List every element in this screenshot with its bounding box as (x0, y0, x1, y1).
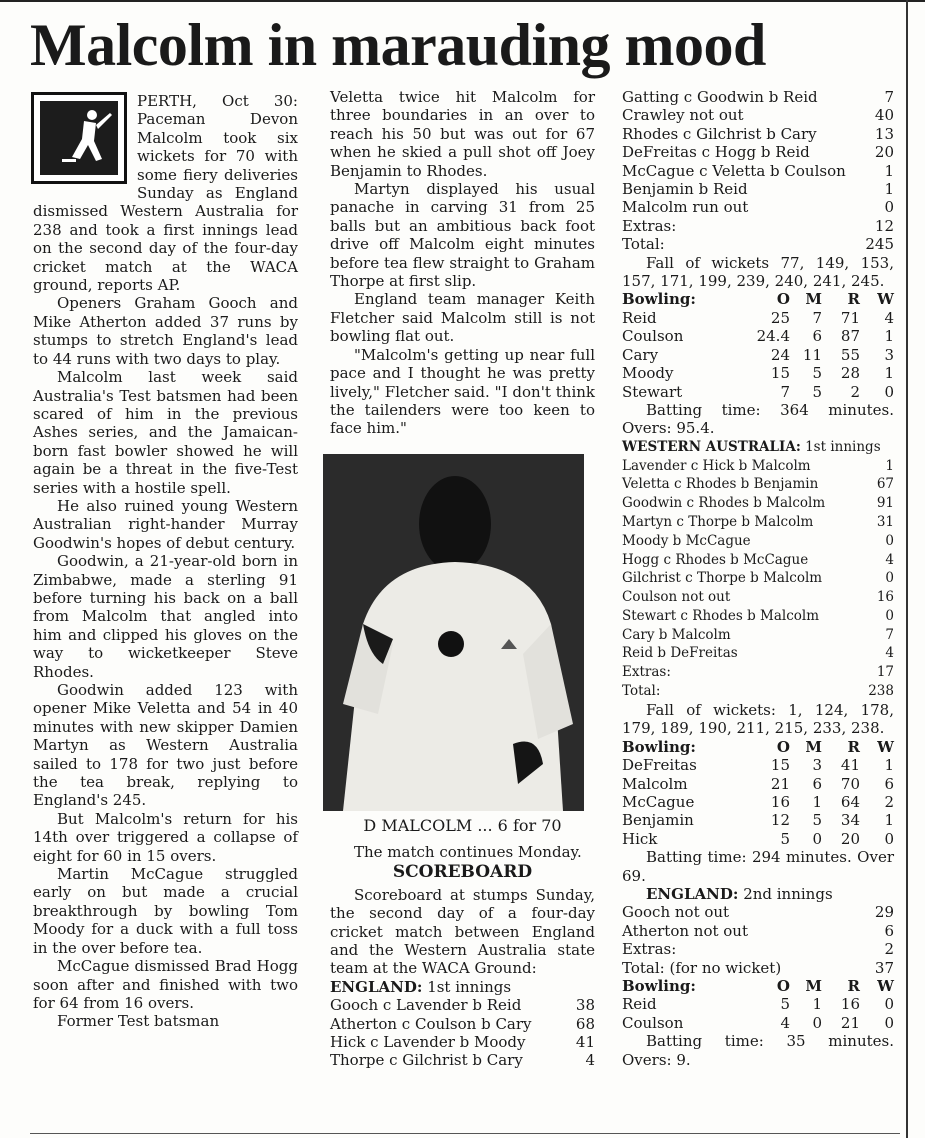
england-1st-batting-runs: 13 (874, 124, 894, 143)
wa-1st-batting-batsman: Lavender c Hick b Malcolm (622, 457, 811, 474)
england-1st-batting-batsman: McCague c Veletta b Coulson (622, 161, 846, 180)
england-1st-batting-row (330, 1015, 595, 1033)
england-bowling-row (622, 811, 894, 829)
wa-2nd-bowling-cell: 0 (812, 1013, 822, 1032)
wa-2nd-bowling-cell: Coulson (622, 1013, 684, 1032)
england-1st-batting-batsman: Hick c Lavender b Moody (330, 1033, 526, 1052)
wa-bowling-cell: 87 (840, 327, 860, 346)
wa-1st-batting-batsman: Martyn c Thorpe b Malcolm (622, 513, 814, 530)
wa-fall-of-wickets: Fall of wickets: 1, 124, 178, 179, 189, 190, 211, 215, 233, 238. (622, 700, 894, 738)
wa-1st-batting-batsman: Hogg c Rhodes b McCague (622, 551, 809, 568)
wa-1st-batting-batsman: Gilchrist c Thorpe b Malcolm (622, 570, 823, 587)
wa-2nd-bowling-row (622, 1014, 894, 1032)
wa-bowling-cell: Moody (622, 364, 674, 383)
england-1st-batting-runs: 0 (884, 198, 894, 217)
england-bowling-cell: 64 (840, 792, 860, 811)
wa-2nd-bowling-cell: 16 (840, 995, 860, 1014)
wa-bowling-row (622, 364, 894, 382)
wa-1st-batting-batsman: Moody b McCague (622, 532, 751, 549)
wa-bowling-cell: 2 (850, 382, 860, 401)
wa-1st-batting-row (622, 607, 894, 626)
wa-1st-batting-row (622, 475, 894, 494)
wa-1st-batting-batsman: Reid b DeFreitas (622, 645, 738, 662)
england-bowling-cell: 2 (884, 792, 894, 811)
wa-bowling-cell: 11 (802, 345, 822, 364)
wa-1st-batting-row (622, 588, 894, 607)
england-2nd-batting-time: Batting time: 35 minutes. Overs: 9. (622, 1032, 894, 1069)
england-2nd-batting-row (622, 959, 894, 977)
england-2nd-innings-heading: ENGLAND: 2nd innings (646, 884, 833, 903)
england-1st-batting-row (622, 125, 894, 143)
england-1st-batting-row (330, 1033, 595, 1051)
wa-1st-batting-runs: 4 (885, 645, 894, 662)
col1-paragraph: Goodwin added 123 with opener Mike Veletta and 54 in 40 minutes with new skipper Damien Martyn as Western Australia sailed to 178 for two just before the tea break, replying to England's 245. (33, 681, 298, 810)
col2-paragraph: "Malcolm's getting up near full pace and I thought he was pretty lively," Fletcher said. "I don't think the tailenders were too keen to face him." (330, 345, 595, 438)
wa-1st-batting-row (622, 551, 894, 570)
wa-2nd-bowling-cell: 0 (884, 1013, 894, 1032)
wa-2nd-bowling-cell: 0 (884, 995, 894, 1014)
wa-bowling-cell: 71 (840, 308, 860, 327)
wa-1st-batting-runs: 31 (876, 513, 894, 530)
wa-bowling-cell: 1 (884, 327, 894, 346)
england-bowling-row (622, 775, 894, 793)
wa-bowling-header-cell: R (847, 290, 860, 309)
wa-bowling-cell: 55 (840, 345, 860, 364)
england-1st-batting-batsman: Atherton c Coulson b Cary (330, 1014, 532, 1033)
england-1st-batting-runs: 38 (575, 996, 595, 1015)
england-bowling-header (622, 738, 894, 756)
england-bowling-cell: 0 (884, 829, 894, 848)
england-bowling-cell: 12 (770, 811, 790, 830)
wa-bowling-cell: 24.4 (756, 327, 790, 346)
wa-2nd-bowling-header (622, 977, 894, 995)
scoreboard-title: SCOREBOARD (392, 862, 533, 883)
england-bowling-cell: DeFreitas (622, 756, 697, 775)
england-bowling-cell: 1 (884, 756, 894, 775)
col1-paragraph: Openers Graham Gooch and Mike Atherton added 37 runs by stumps to stretch England's lead to 44 runs with two days to play. (33, 294, 298, 368)
wa-1st-batting-row (622, 682, 894, 701)
england-1st-batting-batsman: DeFreitas c Hogg b Reid (622, 143, 810, 162)
england-2nd-batting-batsman: Total: (for no wicket) (622, 958, 782, 977)
col2-paragraph: Veletta twice hit Malcolm for three boundaries in an over to reach his 50 but was out for 67 when he skied a pull shot off Joey Benjamin to Rhodes. (330, 88, 595, 180)
wa-1st-batting-runs: 91 (876, 495, 894, 512)
wa-1st-batting-batsman: Coulson not out (622, 589, 731, 606)
england-bowling-cell: 15 (770, 756, 790, 775)
wa-1st-batting-runs: 238 (868, 683, 894, 700)
england-1st-batting-batsman: Rhodes c Gilchrist b Cary (622, 124, 817, 143)
england-2nd-batting-row (622, 940, 894, 958)
wa-1st-batting-runs: 4 (885, 551, 894, 568)
england-bowling-cell: 3 (812, 756, 822, 775)
wa-1st-batting-batsman: Total: (622, 683, 661, 700)
england-bowling-cell: 5 (812, 811, 822, 830)
wa-bowling-row (622, 309, 894, 327)
england-1st-batting-runs: 7 (884, 88, 894, 106)
wa-2nd-bowling-header-cell: R (847, 976, 860, 995)
wa-bowling-cell: Reid (622, 308, 657, 327)
wa-bowling-header (622, 290, 894, 308)
england-1st-batting-row (622, 180, 894, 198)
wa-bowling-cell: 3 (884, 345, 894, 364)
england-2nd-batting-batsman: Atherton not out (622, 921, 748, 940)
wa-1st-batting-row (622, 663, 894, 682)
england-2nd-batting-batsman: Extras: (622, 940, 677, 959)
wa-bowling-cell: Stewart (622, 382, 683, 401)
england-bowling-cell: 34 (840, 811, 860, 830)
england-2nd-batting-runs: 6 (884, 921, 894, 940)
wa-1st-batting-runs: 16 (876, 589, 894, 606)
wa-1st-batting-batsman: Veletta c Rhodes b Benjamin (622, 476, 819, 493)
wa-bowling-cell: 5 (812, 382, 822, 401)
england-bowling-cell: Malcolm (622, 774, 688, 793)
wa-1st-innings-heading: WESTERN AUSTRALIA: 1st innings (622, 438, 881, 455)
england-1st-batting-batsman: Malcolm run out (622, 198, 749, 217)
wa-1st-batting-batsman: Extras: (622, 664, 671, 681)
wa-2nd-bowling-header-cell: M (805, 976, 822, 995)
scoreboard-column-3 (622, 88, 894, 1069)
wa-1st-batting-batsman: Cary b Malcolm (622, 626, 731, 643)
england-1st-batting-row (330, 996, 595, 1014)
england-1st-batting-runs: 1 (884, 161, 894, 180)
england-bowling-cell: Benjamin (622, 811, 694, 830)
col2-paragraph: England team manager Keith Fletcher said Malcolm still is not bowling flat out. (330, 290, 595, 346)
wa-bowling-row (622, 383, 894, 401)
england-bowling-header-cell: M (805, 737, 822, 756)
col1-paragraph: PERTH, Oct 30: Paceman Devon Malcolm took six wickets for 70 with some fiery deliveries Sunday as England dismissed Western Australia for 238 and took a first innings lead on the second day of the four-day cricket match at the WACA ground, reports AP. (33, 92, 298, 295)
wa-1st-batting-row (622, 626, 894, 645)
col1-paragraph: Former Test batsman (57, 1012, 220, 1031)
england-bowling-row (622, 756, 894, 774)
england-1st-batting-batsman: Total: (622, 235, 665, 254)
wa-1st-batting-runs: 7 (885, 626, 894, 643)
england-2nd-batting-runs: 37 (874, 958, 894, 977)
wa-1st-batting-runs: 17 (876, 664, 894, 681)
col1-paragraph: Martin McCague struggled early on but made a crucial breakthrough by bowling Tom Moody for a duck with a full toss in the over before tea. (33, 865, 298, 957)
england-2nd-batting-row (622, 903, 894, 921)
england-1st-batting-batsman: Gooch c Lavender b Reid (330, 996, 522, 1015)
wa-2nd-bowling-header-cell: W (877, 976, 894, 995)
england-1st-batting-runs: 1 (884, 180, 894, 199)
wa-2nd-bowling-header-cell: Bowling: (622, 976, 696, 995)
england-1st-batting-batsman: Thorpe c Gilchrist b Cary (330, 1051, 523, 1070)
wa-bowling-cell: 1 (884, 364, 894, 383)
england-1st-batting-batsman: Extras: (622, 216, 677, 235)
continues-note: The match continues Monday. (354, 843, 582, 861)
england-1st-batting-row (622, 217, 894, 235)
wa-1st-batting-runs: 0 (885, 607, 894, 624)
wa-bowling-cell: 28 (840, 364, 860, 383)
scoreboard-intro-column (330, 843, 595, 1070)
england-fall-of-wickets: Fall of wickets 77, 149, 153, 157, 171, 199, 239, 240, 241, 245. (622, 253, 894, 291)
article-column-2 (330, 88, 595, 438)
wa-2nd-bowling-cell: 5 (780, 995, 790, 1014)
wa-bowling-cell: 6 (812, 327, 822, 346)
england-bowling-cell: 0 (812, 829, 822, 848)
wa-2nd-bowling-cell: 21 (840, 1013, 860, 1032)
england-bowling-cell: 5 (780, 829, 790, 848)
wa-bowling-cell: 25 (770, 308, 790, 327)
wa-2nd-bowling-cell: 1 (812, 995, 822, 1014)
wa-bowling-cell: 7 (780, 382, 790, 401)
cricket-logo-icon (31, 92, 127, 184)
wa-bowling-row (622, 327, 894, 345)
wa-1st-batting-runs: 1 (885, 457, 894, 474)
england-1st-batting-batsman: Crawley not out (622, 106, 744, 125)
wa-bowling-cell: 24 (770, 345, 790, 364)
england-1st-innings-heading: ENGLAND: 1st innings (330, 977, 512, 996)
top-rule (0, 0, 925, 7)
england-bowling-cell: 1 (812, 792, 822, 811)
col1-paragraph: McCague dismissed Brad Hogg soon after and finished with two for 64 from 16 overs. (33, 957, 298, 1012)
col1-paragraph: Malcolm last week said Australia's Test batsmen had been scared of him in the previous Ashes series, and the Jamaican-born fast bowler showed he will again be a threat in the five-Test series with a hostile spell. (33, 368, 298, 497)
england-bowling-cell: 6 (812, 774, 822, 793)
england-2nd-batting-row (622, 922, 894, 940)
england-1st-batting-row (622, 106, 894, 124)
scoreboard-intro: Scoreboard at stumps Sunday, the second day of a four-day cricket match between England and the Western Australia state team at the WACA Ground: (330, 885, 595, 978)
wa-2nd-bowling-row (622, 995, 894, 1013)
wa-1st-batting-row (622, 532, 894, 551)
wa-bowling-cell: 7 (812, 308, 822, 327)
england-bowling-row (622, 793, 894, 811)
england-bowling-cell: 1 (884, 811, 894, 830)
england-bowling-cell: 6 (884, 774, 894, 793)
article-column-1 (33, 92, 298, 1031)
england-2nd-batting-batsman: Gooch not out (622, 903, 730, 922)
england-bowling-header-cell: R (847, 737, 860, 756)
wa-bowling-cell: Coulson (622, 327, 684, 346)
england-bowling-cell: 20 (840, 829, 860, 848)
wa-1st-batting-runs: 0 (885, 570, 894, 587)
column-rule (906, 0, 908, 1138)
england-2nd-batting-runs: 2 (884, 940, 894, 959)
col1-paragraph: Goodwin, a 21-year-old born in Zimbabwe, made a sterling 91 before turning his back on a ball from Malcolm that angled into him and clipped his gloves on the way to wicketkeeper Steve Rhodes. (33, 552, 298, 681)
england-bowling-cell: 41 (840, 756, 860, 775)
wa-1st-batting-row (622, 513, 894, 532)
wa-bowling-cell: 15 (770, 364, 790, 383)
england-2nd-batting-runs: 29 (874, 903, 894, 922)
wa-1st-batting-runs: 0 (885, 532, 894, 549)
wa-1st-batting-row (622, 494, 894, 513)
england-1st-batting-runs: 40 (874, 106, 894, 125)
col2-paragraph: Martyn displayed his usual panache in carving 31 from 25 balls but an ambitious back foot drive off Malcolm eight minutes before tea flew straight to Graham Thorpe at first slip. (330, 180, 595, 291)
wa-bowling-row (622, 346, 894, 364)
england-1st-batting-batsman: Benjamin b Reid (622, 180, 748, 199)
headline: Malcolm in marauding mood (30, 12, 766, 78)
england-1st-batting-batsman: Gatting c Goodwin b Reid (622, 88, 818, 106)
wa-1st-batting-batsman: Goodwin c Rhodes b Malcolm (622, 495, 826, 512)
england-1st-batting-runs: 4 (585, 1051, 595, 1070)
wa-bowling-cell: 5 (812, 364, 822, 383)
wa-1st-batting-batsman: Stewart c Rhodes b Malcolm (622, 607, 820, 624)
england-bowling-row (622, 830, 894, 848)
wa-1st-batting-row (622, 644, 894, 663)
england-1st-batting-runs: 245 (865, 235, 894, 254)
wa-bowling-header-cell: M (805, 290, 822, 309)
england-bowling-header-cell: W (877, 737, 894, 756)
wa-1st-batting-row (622, 569, 894, 588)
wa-bowling-cell: 0 (884, 382, 894, 401)
wa-bowling-cell: 4 (884, 308, 894, 327)
england-bowling-cell: Hick (622, 829, 658, 848)
wa-bowling-header-cell: W (877, 290, 894, 309)
england-1st-batting-runs: 12 (874, 216, 894, 235)
wa-bowling-cell: Cary (622, 345, 659, 364)
england-bowling-cell: 16 (770, 792, 790, 811)
england-1st-batting-row (622, 235, 894, 253)
england-1st-batting-runs: 20 (874, 143, 894, 162)
wa-bowling-header-cell: Bowling: (622, 290, 696, 309)
england-1st-batting-runs: 41 (575, 1033, 595, 1052)
england-bowling-cell: McCague (622, 792, 695, 811)
england-batting-time: Batting time: 364 minutes. Overs: 95.4. (622, 400, 894, 438)
photo-caption: D MALCOLM ... 6 for 70 (363, 816, 562, 835)
wa-1st-batting-runs: 67 (876, 476, 894, 493)
wa-bowling-header-cell: O (776, 290, 790, 309)
england-1st-batting-row (622, 88, 894, 106)
england-bowling-header-cell: O (776, 737, 790, 756)
england-1st-batting-row (622, 143, 894, 161)
england-1st-batting-row (622, 162, 894, 180)
england-bowling-cell: 21 (770, 774, 790, 793)
col1-paragraph: But Malcolm's return for his 14th over triggered a collapse of eight for 60 in 15 overs. (33, 809, 298, 865)
england-1st-batting-row (622, 198, 894, 216)
malcolm-photo (323, 454, 584, 811)
england-bowling-header-cell: Bowling: (622, 737, 696, 756)
wa-1st-batting-row (622, 457, 894, 476)
england-bowling-cell: 70 (840, 774, 860, 793)
bottom-rule (30, 1133, 900, 1134)
wa-2nd-bowling-cell: 4 (780, 1013, 790, 1032)
england-1st-batting-runs: 68 (575, 1014, 595, 1033)
england-1st-batting-row (330, 1051, 595, 1069)
wa-batting-time: Batting time: 294 minutes. Over 69. (622, 848, 894, 885)
wa-2nd-bowling-header-cell: O (776, 976, 790, 995)
wa-2nd-bowling-cell: Reid (622, 995, 657, 1014)
col1-paragraph: He also ruined young Western Australian right-hander Murray Goodwin's hopes of debut century. (33, 496, 298, 552)
